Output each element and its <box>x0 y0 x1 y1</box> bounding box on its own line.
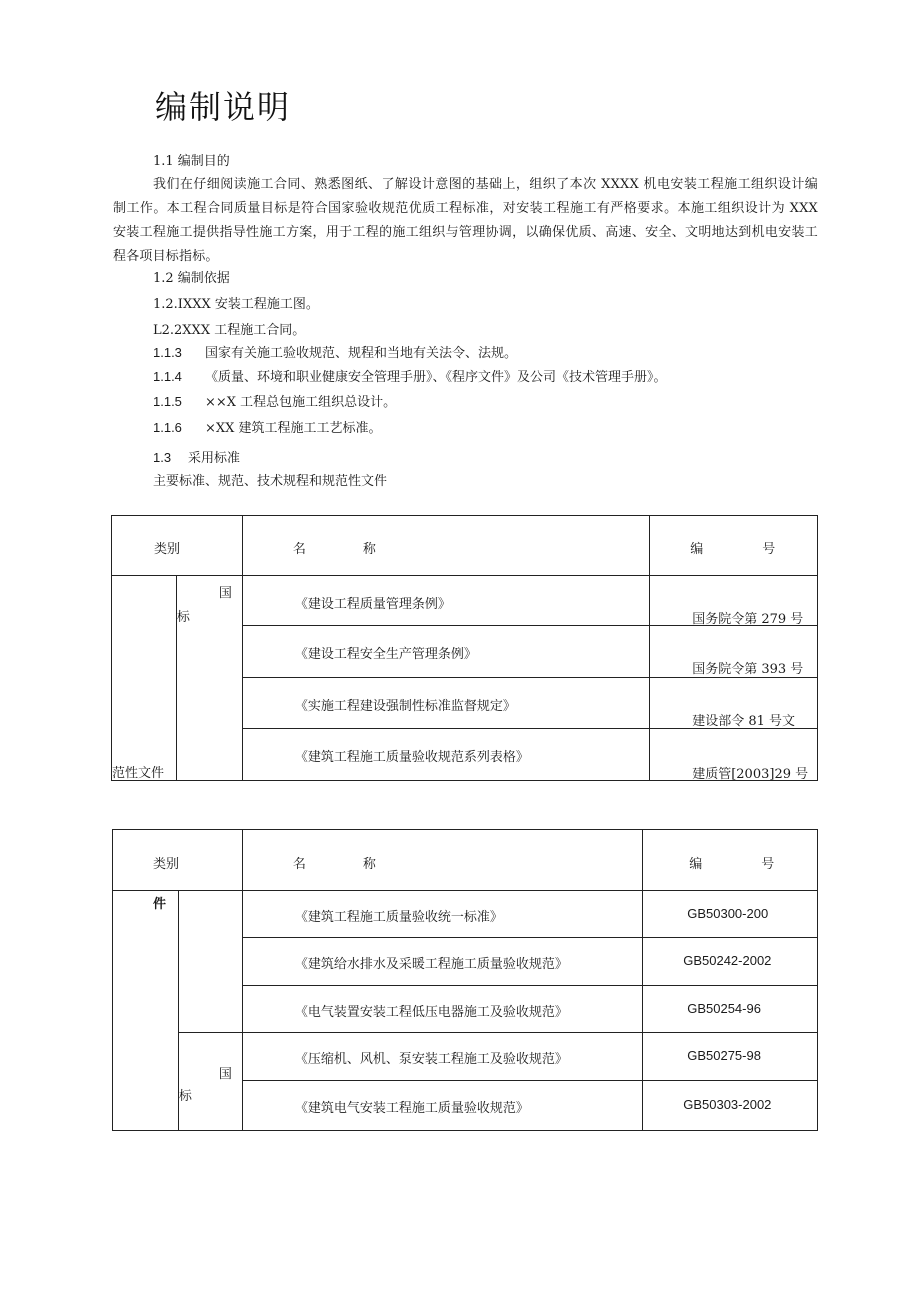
standard-name: 《建设工程安全生产管理条例》 <box>294 647 477 662</box>
name-cell <box>242 729 649 781</box>
subcategory-char-1: 国 <box>218 586 232 601</box>
standard-code: 国务院令第 279 号 <box>692 612 804 627</box>
standards-table-1 <box>111 515 818 781</box>
header-name-char-2: 称 <box>362 542 376 557</box>
code-cell <box>650 678 818 729</box>
category-label: 范性文件 <box>112 766 165 781</box>
basis-item <box>153 391 396 410</box>
code-cell <box>643 1033 818 1081</box>
page-title: 编制说明 <box>155 88 292 126</box>
header-category <box>112 516 243 576</box>
standard-code: 国务院令第 393 号 <box>692 662 804 677</box>
standard-code: 建设部令 81 号文 <box>692 714 796 729</box>
item-text: 《质量、环境和职业健康安全管理手册》、《程序文件》及公司《技术管理手册》。 <box>205 370 667 385</box>
header-name-char-1: 名 <box>292 542 306 557</box>
code-cell <box>650 576 818 626</box>
name-cell <box>242 1033 642 1081</box>
code-cell <box>643 891 818 938</box>
table-header-row <box>113 830 818 891</box>
standard-name: 《压缩机、风机、泵安装工程施工及验收规范》 <box>294 1052 568 1067</box>
standard-name: 《建筑电气安装工程施工质量验收规范》 <box>294 1101 529 1116</box>
header-category-label: 类别 <box>153 857 180 872</box>
category-cell <box>113 891 179 1131</box>
basis-item <box>153 417 382 436</box>
header-name-char-1: 名 <box>292 857 306 872</box>
subcategory-cell-empty <box>178 891 242 1033</box>
basis-item-1-2-2: L2.2XXX 工程施工合同。 <box>153 323 306 338</box>
item-number: 1.1.3 <box>153 345 182 360</box>
name-cell <box>242 986 642 1033</box>
purpose-text: 我们在仔细阅读施工合同、熟悉图纸、了解设计意图的基础上，组织了本次 XXXX 机电安装工程施工组织设计编制工作。本工程合同质量目标是符合国家验收规范优质工程标准，对安装工程施工有严格要求。本施工组织设计为 XXX 安装工程施工提供指导性施工方案，用于工程的施工组织与管理协调，以确保优质、高速、安全、文明地达到机电安装工程各项目标指标。 <box>113 177 818 264</box>
name-cell <box>242 891 642 938</box>
basis-item-1-2-1: 1.2.IXXX 安装工程施工图。 <box>153 297 319 312</box>
header-code-char-1: 编 <box>689 857 703 872</box>
category-label: 件 <box>153 897 167 912</box>
section-number: 1.3 <box>153 450 172 465</box>
subcategory-char-2: 标 <box>176 610 190 625</box>
section-1-1-heading: 1.1 编制目的 <box>153 154 230 169</box>
header-name <box>242 516 649 576</box>
standard-code: GB50254-96 <box>687 1001 761 1016</box>
header-code-char-2: 号 <box>762 542 776 557</box>
standards-table-2 <box>112 829 818 1131</box>
name-cell <box>242 1081 642 1131</box>
subcategory-char-2: 标 <box>178 1089 192 1104</box>
header-code <box>650 516 818 576</box>
standard-name: 《实施工程建设强制性标准监督规定》 <box>294 699 516 714</box>
item-text: ××X 工程总包施工组织总设计。 <box>205 395 397 410</box>
code-cell <box>643 986 818 1033</box>
item-text: ×XX 建筑工程施工工艺标准。 <box>205 421 382 436</box>
header-name-char-2: 称 <box>362 857 376 872</box>
code-cell <box>650 626 818 678</box>
code-cell <box>643 1081 818 1131</box>
item-number: 1.1.4 <box>153 369 182 384</box>
item-number: 1.1.5 <box>153 394 182 409</box>
header-code-char-2: 号 <box>761 857 775 872</box>
section-1-2-heading: 1.2 编制依据 <box>153 271 230 286</box>
table-row <box>113 891 818 938</box>
standard-code: GB50242-2002 <box>683 953 772 968</box>
standard-name: 《建筑工程施工质量验收规范系列表格》 <box>294 750 529 765</box>
section-1-3-heading <box>153 447 240 466</box>
table-row <box>113 1033 818 1081</box>
standard-code: 建质管[2003]29 号 <box>692 767 809 782</box>
item-text: 国家有关施工验收规范、规程和当地有关法令、法规。 <box>205 346 518 361</box>
subcategory-cell <box>178 1033 242 1131</box>
name-cell <box>242 678 649 729</box>
section-1-3-subtitle: 主要标准、规范、技术规程和规范性文件 <box>153 474 388 489</box>
header-category-label: 类别 <box>154 542 181 557</box>
name-cell <box>242 938 642 986</box>
name-cell <box>242 576 649 626</box>
subcategory-char-1: 国 <box>218 1067 232 1082</box>
header-name <box>242 830 642 891</box>
category-cell <box>112 576 177 781</box>
standard-name: 《建筑给水排水及采暖工程施工质量验收规范》 <box>294 957 568 972</box>
basis-item <box>153 342 517 361</box>
header-category <box>113 830 243 891</box>
standard-code: GB50303-2002 <box>683 1097 772 1112</box>
basis-item <box>153 366 667 385</box>
subcategory-cell <box>176 576 242 781</box>
standard-name: 《建筑工程施工质量验收统一标准》 <box>294 910 503 925</box>
standard-code: GB50275-98 <box>687 1048 761 1063</box>
table-header-row <box>112 516 818 576</box>
code-cell <box>650 729 818 781</box>
name-cell <box>242 626 649 678</box>
standard-name: 《建设工程质量管理条例》 <box>294 597 451 612</box>
header-code <box>643 830 818 891</box>
table-row <box>112 576 818 626</box>
code-cell <box>643 938 818 986</box>
standard-name: 《电气装置安装工程低压电器施工及验收规范》 <box>294 1005 568 1020</box>
purpose-paragraph <box>113 173 818 269</box>
header-code-char-1: 编 <box>690 542 704 557</box>
section-text: 采用标准 <box>188 451 241 466</box>
standard-code: GB50300-200 <box>687 906 769 921</box>
item-number: 1.1.6 <box>153 420 182 435</box>
